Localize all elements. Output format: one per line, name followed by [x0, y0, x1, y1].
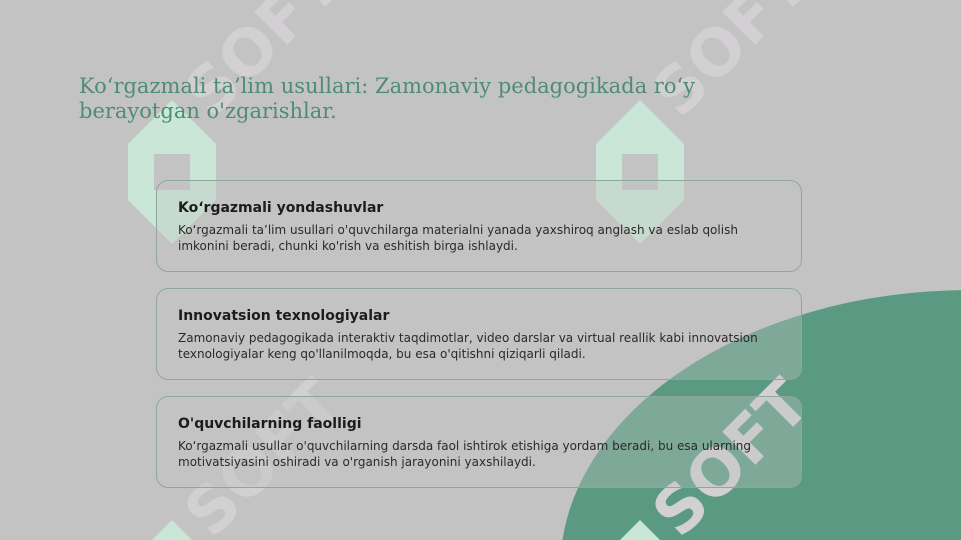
card-body: Zamonaviy pedagogikada interaktiv taqdimotlar, video darslar va virtual reallik kabi innovatsion texnologiyalar keng qo'llanilmoqda, bu esa o'qitishni qiziqarli qiladi.	[178, 331, 758, 361]
card-heading: Innovatsion texnologiyalar	[178, 308, 390, 324]
card-body: Ko‘rgazmali ta’lim usullari o'quvchilarga materialni yanada yaxshiroq anglash va eslab qolish imkonini beradi, chunki ko'rish va eshitish birga ishlaydi.	[178, 223, 738, 253]
card-student-activity	[156, 396, 802, 488]
card-innovative-technologies	[156, 288, 802, 380]
card-body: Ko‘rgazmali usullar o'quvchilarning darsda faol ishtirok etishiga yordam beradi, bu esa ularning motivatsiyasini oshiradi va o'rganish jarayonini yaxshilaydi.	[178, 439, 752, 469]
card-heading: O'quvchilarning faolligi	[178, 416, 362, 432]
slide-title: Ko‘rgazmali ta’lim usullari: Zamonaviy pedagogikada ro‘y berayotgan o'zgarishlar.	[79, 74, 696, 123]
card-heading: Ko‘rgazmali yondashuvlar	[178, 200, 384, 216]
card-visual-approaches	[156, 180, 802, 272]
